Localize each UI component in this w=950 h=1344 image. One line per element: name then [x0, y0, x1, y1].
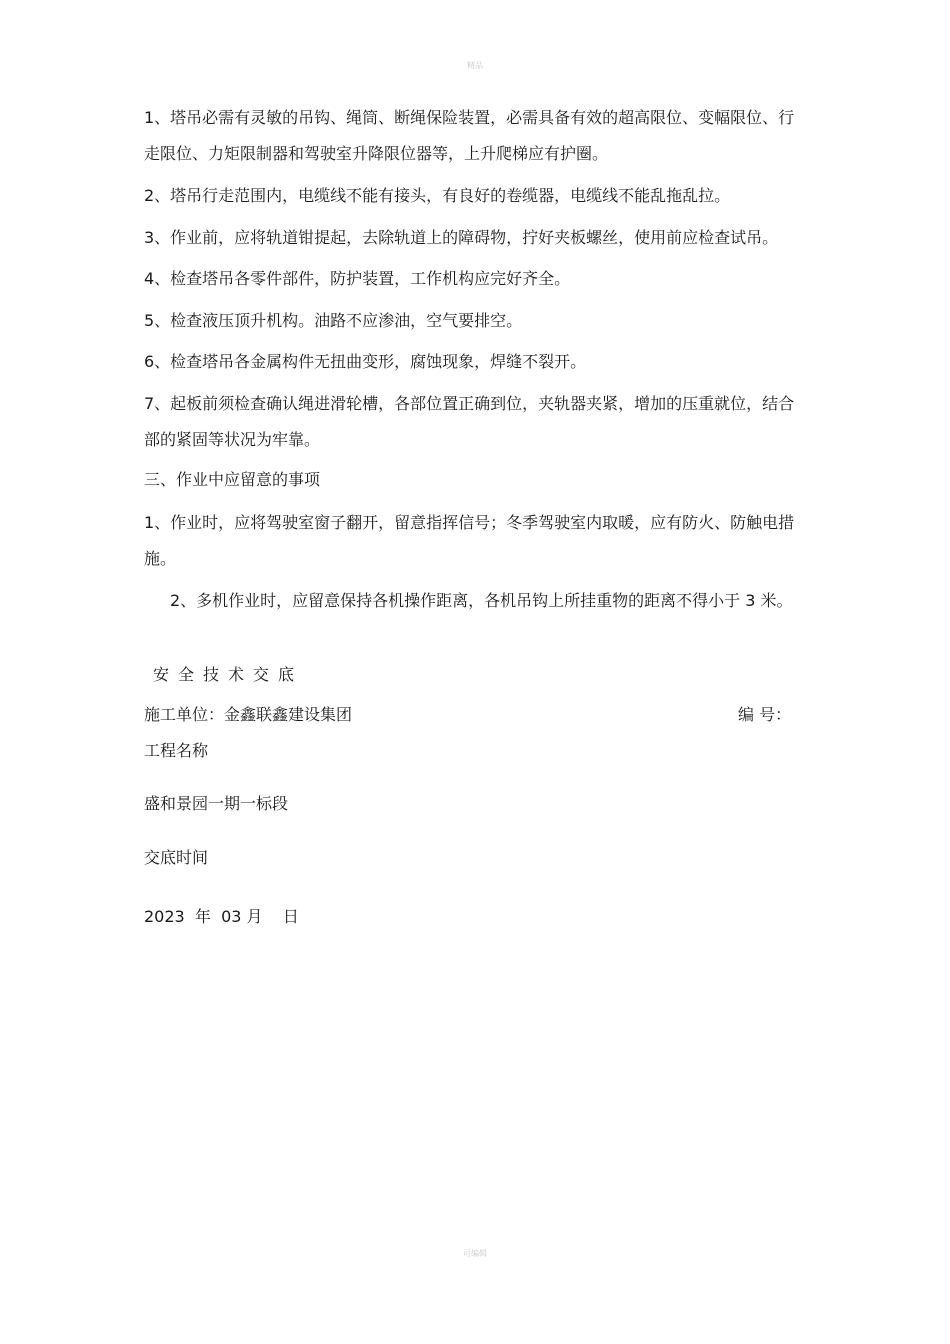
- footer-watermark: 可编辑: [463, 1249, 487, 1258]
- project-name-value: 盛和景园一期一标段: [144, 794, 289, 813]
- handover-time-label: 交底时间: [144, 848, 209, 867]
- paragraph-6: 6、检查塔吊各金属构件无扭曲变形，腐蚀现象，焊缝不裂开。: [144, 352, 587, 371]
- document-number-label: 编 号：: [738, 705, 792, 724]
- paragraph-5: 5、检查液压顶升机构。油路不应渗油，空气要排空。: [144, 311, 523, 330]
- paragraph-2: 2、塔吊行走范围内，电缆线不能有接头，有良好的卷缆器，电缆线不能乱拖乱拉。: [144, 186, 731, 205]
- header-watermark: 精品: [467, 61, 483, 70]
- handover-date-value: 2023 年 03 月 日: [144, 907, 299, 926]
- section-heading: 三、作业中应留意的事项: [144, 470, 321, 489]
- form-title: 安全技术交底: [153, 665, 304, 684]
- paragraph-3: 3、作业前，应将轨道钳提起，去除轨道上的障碍物，拧好夹板螺丝，使用前应检查试吊。: [144, 228, 779, 247]
- paragraph-1: 1、塔吊必需有灵敏的吊钩、绳筒、断绳保险装置，必需具备有效的超高限位、变幅限位、行走限位、力矩限制器和驾驶室升降限位器等，上升爬梯应有护圈。: [144, 108, 795, 163]
- paragraph-8: 1、作业时，应将驾驶室窗子翻开，留意指挥信号；冬季驾驶室内取暖，应有防火、防触电措施。: [144, 513, 795, 568]
- paragraph-9: 2、多机作业时，应留意保持各机操作距离，各机吊钩上所挂重物的距离不得小于 3 米。: [170, 591, 793, 610]
- paragraph-4: 4、检查塔吊各零件部件，防护装置，工作机构应完好齐全。: [144, 269, 571, 288]
- construction-unit-label: 施工单位：金鑫联鑫建设集团: [144, 705, 353, 724]
- project-name-label: 工程名称: [144, 741, 209, 760]
- paragraph-7: 7、起板前须检查确认绳进滑轮槽，各部位置正确到位，夹轨器夹紧，增加的压重就位，结合部的紧固等状况为牢靠。: [144, 394, 795, 449]
